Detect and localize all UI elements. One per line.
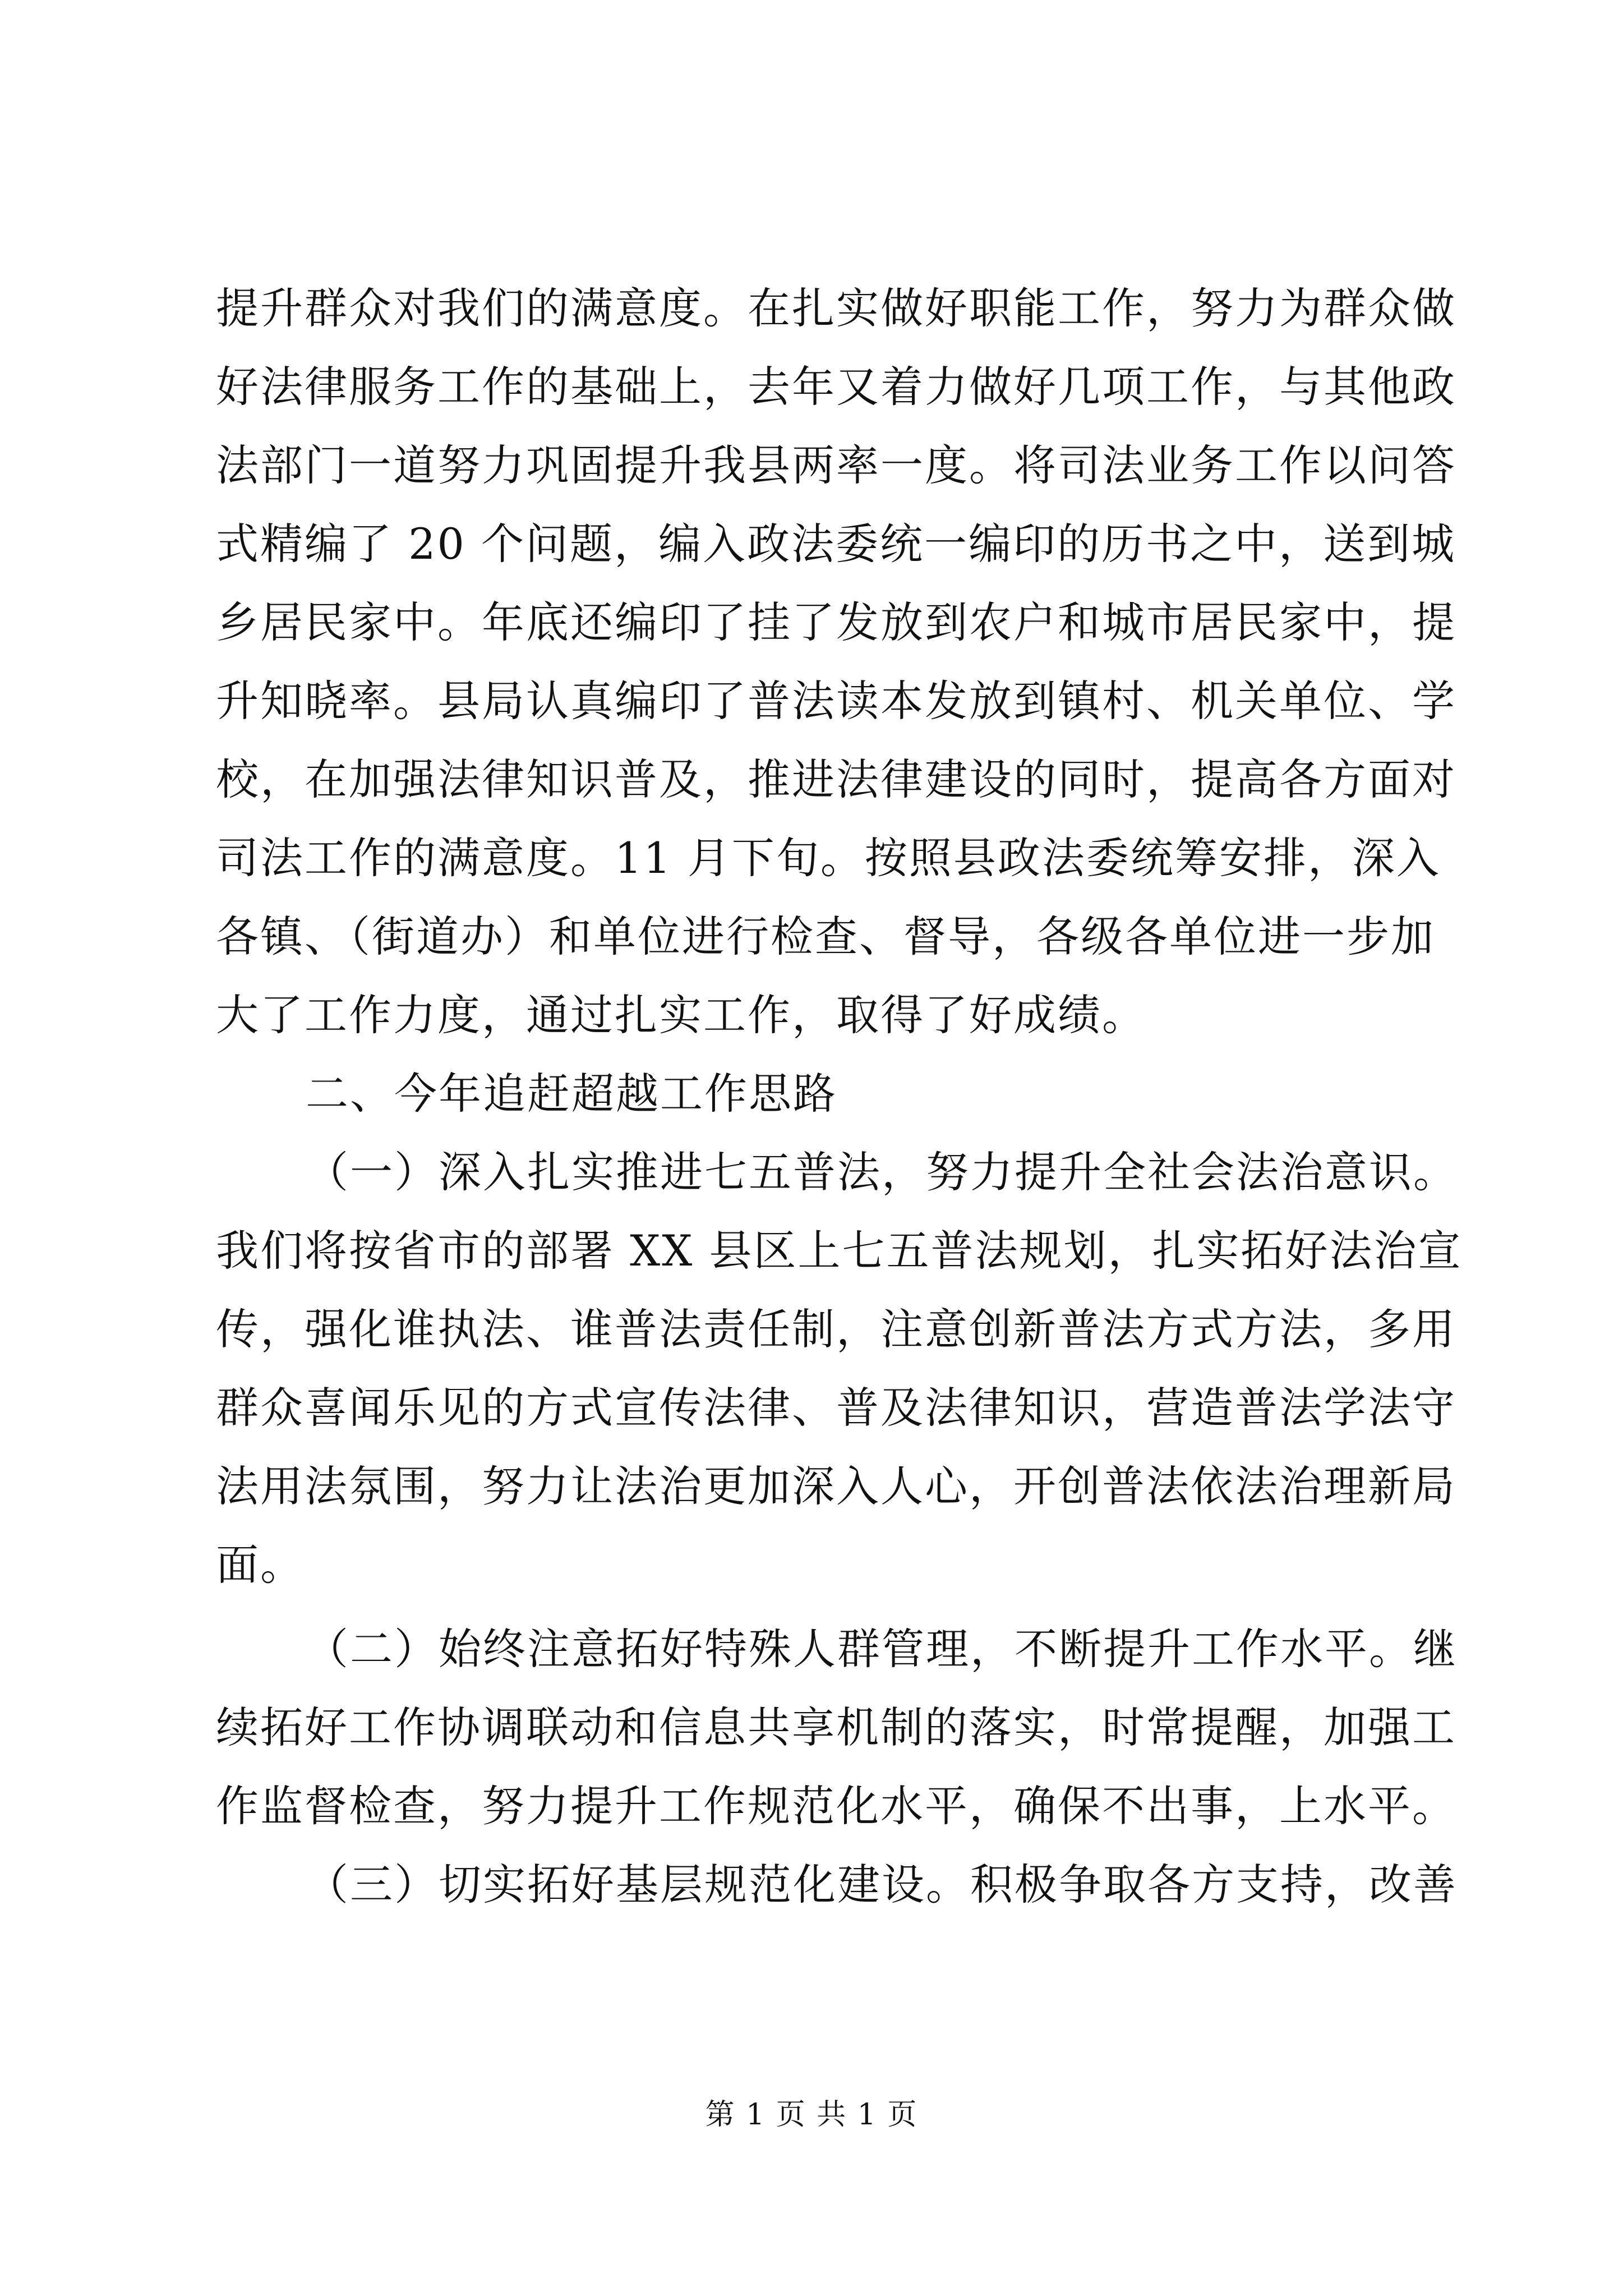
paragraph-line: 式精编了 20 个问题，编入政法委统一编印的历书之中，送到城 [216,519,1456,569]
paragraph-line: 升知晓率。县局认真编印了普法读本发放到镇村、机关单位、学 [216,676,1456,726]
subsection-heading-line: （一）深入扎实推进七五普法，努力提升全社会法治意识。 [306,1147,1458,1197]
paragraph-line: 司法工作的满意度。11 月下旬。按照县政法委统筹安排，深入 [216,833,1441,883]
page-footer: 第 1 页 共 1 页 [705,2098,918,2132]
paragraph-line: 面。 [216,1540,305,1590]
paragraph-line: 各镇、（街道办）和单位进行检查、督导，各级各单位进一步加 [216,912,1435,961]
paragraph-line: 我们将按省市的部署 XX 县区上七五普法规划，扎实拓好法治宣 [216,1226,1463,1276]
section-heading: 二、今年追赶超越工作思路 [306,1069,837,1119]
paragraph-line: 作监督检查，努力提升工作规范化水平，确保不出事，上水平。 [216,1781,1456,1831]
paragraph-line: 乡居民家中。年底还编印了挂了发放到农户和城市居民家中，提 [216,597,1456,647]
paragraph-line: 续拓好工作协调联动和信息共享机制的落实，时常提醒，加强工 [216,1703,1456,1752]
paragraph-line: 传，强化谁执法、谁普法责任制，注意创新普法方式方法，多用 [216,1304,1456,1354]
paragraph-line: 法部门一道努力巩固提升我县两率一度。将司法业务工作以问答 [216,440,1456,490]
paragraph-line: 法用法氛围，努力让法治更加深入人心，开创普法依法治理新局 [216,1461,1456,1511]
paragraph-line: 群众喜闻乐见的方式宣传法律、普及法律知识，营造普法学法守 [216,1383,1456,1433]
subsection-heading-line: （三）切实拓好基层规范化建设。积极争取各方支持，改善 [306,1860,1458,1910]
paragraph-line: 好法律服务工作的基础上，去年又着力做好几项工作，与其他政 [216,362,1456,412]
paragraph-line: 大了工作力度，通过扎实工作，取得了好成绩。 [216,990,1146,1040]
paragraph-line: 提升群众对我们的满意度。在扎实做好职能工作，努力为群众做 [216,283,1456,333]
subsection-heading-line: （二）始终注意拓好特殊人群管理，不断提升工作水平。继 [306,1624,1458,1674]
paragraph-line: 校，在加强法律知识普及，推进法律建设的同时，提高各方面对 [216,754,1456,804]
